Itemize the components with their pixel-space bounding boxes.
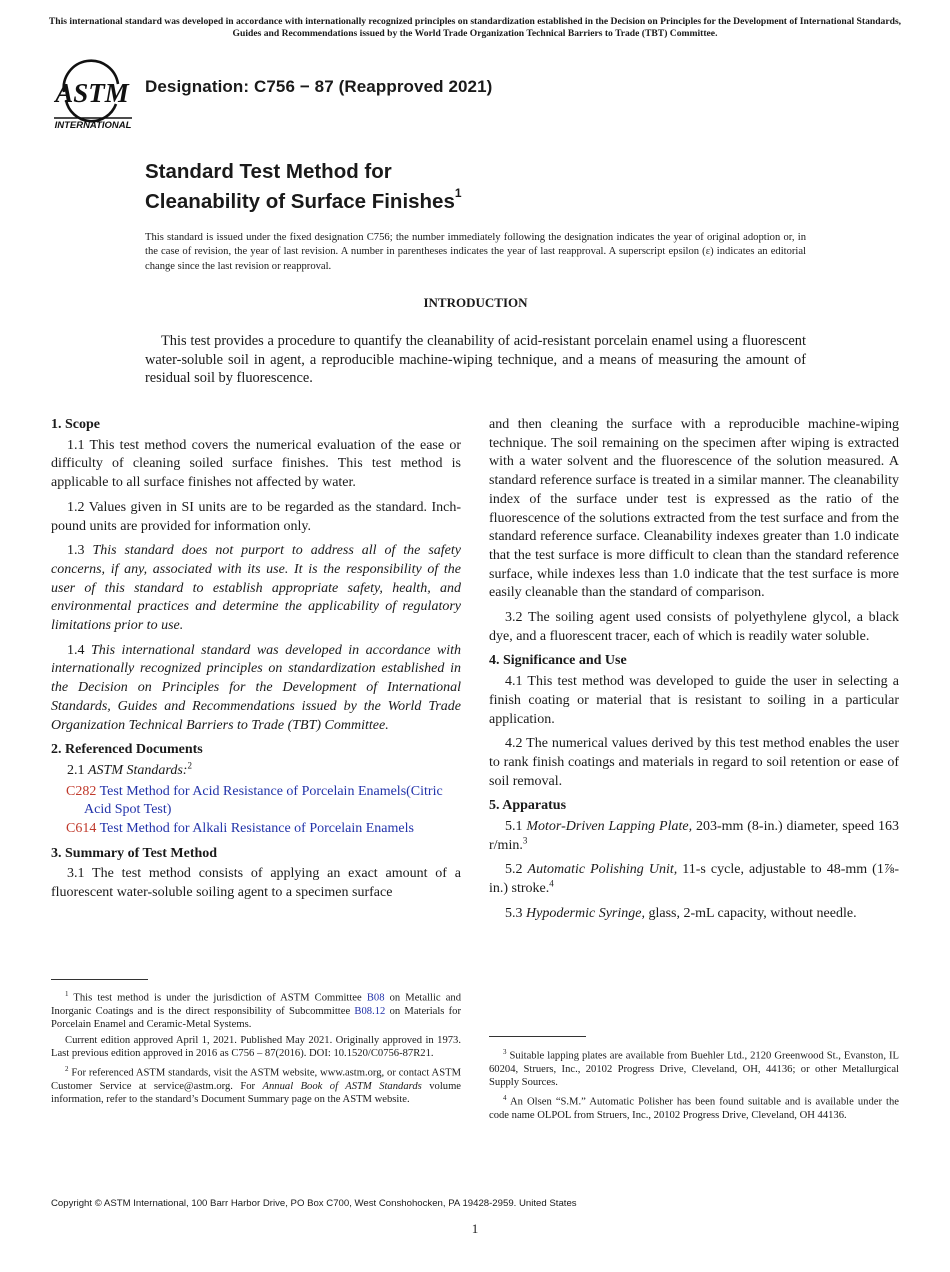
footnote-1-edition: Current edition approved April 1, 2021. Published May 2021. Originally approved in 1973. Last previous edition approved in 2016 as C756 – 87(2016). DOI: 10.1520/C0756-87R21.	[51, 1034, 461, 1060]
section-heading-significance: 4. Significance and Use	[489, 653, 627, 669]
footnote-divider-right	[489, 1036, 586, 1037]
para-1-3: 1.3 This standard does not purport to address all of the safety concerns, if any, associated with its use. It is the responsibility of the user of this standard to establish appropriate safety, health, and environmental practices and determine the applicability of regulatory limitations prior to use.	[51, 543, 461, 634]
title-line-2: Cleanability of Surface Finishes$^1$	[145, 186, 462, 213]
issuance-statement: This standard is issued under the fixed designation C756; the number immediately following the designation indicates the year of original adoption or, in the case of revision, the year of last revision. A number in parentheses indicates the year of last reapproval. A superscript epsilon (ε) indicates an editorial change since the last revision or reapproval.	[145, 232, 806, 272]
para-3-1-start: 3.1 The test method consists of applying an exact amount of a fluorescent water-soluble soiling agent to a specimen surface	[51, 866, 461, 901]
section-heading-referenced-documents: 2. Referenced Documents	[51, 742, 203, 758]
introduction-text: This test provides a procedure to quantify the cleanability of acid-resistant porcelain enamel using a fluorescent water-soluble soil in agent, a reproducible machine-wiping technique, and a means of measuring the amount of residual soil by fluorescence.	[145, 333, 806, 387]
reference-c282[interactable]: C282 Test Method for Acid Resistance of Porcelain Enamels(Citric Acid Spot Test)	[66, 783, 443, 818]
right-column	[489, 416, 899, 930]
footnote-divider-left	[51, 979, 148, 980]
section-heading-summary: 3. Summary of Test Method	[51, 845, 218, 861]
document-title	[145, 159, 462, 214]
introduction-heading: INTRODUCTION	[423, 295, 528, 310]
link-b08-12[interactable]: B08.12	[354, 1005, 386, 1017]
left-column	[51, 416, 461, 909]
para-2-1: 2.1 ASTM Standards:$^2$	[67, 760, 192, 778]
para-5-3: 5.3 Hypodermic Syringe, glass, 2-mL capacity, without needle.	[505, 905, 857, 921]
title-line-1: Standard Test Method for	[145, 160, 392, 183]
footnote-1: $^1$ This test method is under the jurisdiction of ASTM Committee B08 on Metallic and Inorganic Coatings and is the direct responsibility of Subcommittee B08.12 on Materials for Porcelain Enamel and Ceramic-Metal Systems.	[51, 990, 462, 1031]
copyright-notice: Copyright © ASTM International, 100 Barr Harbor Drive, PO Box C700, West Conshohocken, PA 19428-2959. United States	[51, 1198, 577, 1209]
preamble: This international standard was developed in accordance with internationally recognized principles on standardization established in the Decision on Principles for the Development of International Standards, Guides and Recommendations issued by the World Trade Organization Technical Barriers to Trade (TBT) Committee.	[48, 16, 902, 39]
para-3-2: 3.2 The soiling agent used consists of polyethylene glycol, a black dye, and a fluorescent tracer, each of which is readily water soluble.	[489, 610, 899, 644]
para-1-2: 1.2 Values given in SI units are to be regarded as the standard. Inch-pound units are provided for information only.	[51, 499, 461, 534]
title-footnote-mark: 1	[454, 186, 462, 200]
logo-subtext: INTERNATIONAL	[54, 120, 132, 131]
para-4-1: 4.1 This test method was developed to guide the user in selecting a finish coating or material that is resistant to soiling in a particular application.	[489, 674, 899, 727]
logo-text: ASTM	[55, 78, 129, 108]
footnote-4: $^4$ An Olsen “S.M.” Automatic Polisher has been found suitable and is available under the code name OLPOL from Struers, Inc., 20102 Progress Drive, Cleveland, OH 44136.	[489, 1093, 899, 1121]
para-1-1: 1.1 This test method covers the numerical evaluation of the ease or difficulty of cleaning soiled surface finishes. This test method is applicable to all surface finishes not affected by water.	[51, 437, 461, 491]
footnotes-left	[51, 988, 461, 1108]
astm-logo	[52, 56, 134, 132]
para-5-2: 5.2 Automatic Polishing Unit, 11-s cycle, adjustable to 48-mm (1⅞-in.) stroke.$^4$	[489, 862, 900, 897]
reference-c614[interactable]: C614 Test Method for Alkali Resistance of Porcelain Enamels	[66, 821, 414, 837]
section-heading-scope: 1. Scope	[51, 417, 100, 432]
footnotes-right	[489, 1046, 899, 1124]
para-5-1: 5.1 Motor-Driven Lapping Plate, 203-mm (8-in.) diameter, speed 163 r/min.$^3$	[489, 819, 900, 853]
section-heading-apparatus: 5. Apparatus	[489, 798, 567, 814]
footnote-2: $^2$ For referenced ASTM standards, visit the ASTM website, www.astm.org, or contact ASTM Customer Service at service@astm.org. For Annual Book of ASTM Standards volume information, refer to the standard’s Document Summary page on the ASTM website.	[51, 1064, 462, 1105]
para-4-2: 4.2 The numerical values derived by this test method enables the user to rank finish coatings and materials in regard to soil retention or ease of soil removal.	[489, 736, 899, 789]
link-b08[interactable]: B08	[366, 992, 385, 1004]
para-1-4: 1.4 This international standard was developed in accordance with internationally recognized principles on standardization established in the Decision on Principles for the Development of International Standards, Guides and Recommendations issued by the World Trade Organization Technical Barriers to Trade (TBT) Committee.	[51, 642, 462, 733]
para-3-1-continued: and then cleaning the surface with a reproducible machine-wiping technique. The soil remaining on the specimen after wiping is extracted with a water solvent and the fluorescence of the solution measured. A standard reference surface is treated in a similar manner. The cleanability index of the surface under test is expressed as the ratio of the fluorescence of the solutions extracted from the test surface and from the standard reference surface. Cleanability indexes greater than 1.0 indicate that the test surface is more difficult to clean than the standard reference surface, while indexes less than 1.0 indicate that the test surface is more easily cleanable than the standard of comparison.	[489, 417, 899, 601]
designation: Designation: C756 − 87 (Reapproved 2021)	[145, 77, 493, 96]
page-number: 1	[471, 1221, 479, 1236]
footnote-3: $^3$ Suitable lapping plates are available from Buehler Ltd., 2120 Greenwood St., Evanston, IL 60204, Struers, Inc., 20102 Progress Drive, Cleveland, OH, 44136; or other Metallurgical Supply Sources.	[489, 1048, 899, 1089]
